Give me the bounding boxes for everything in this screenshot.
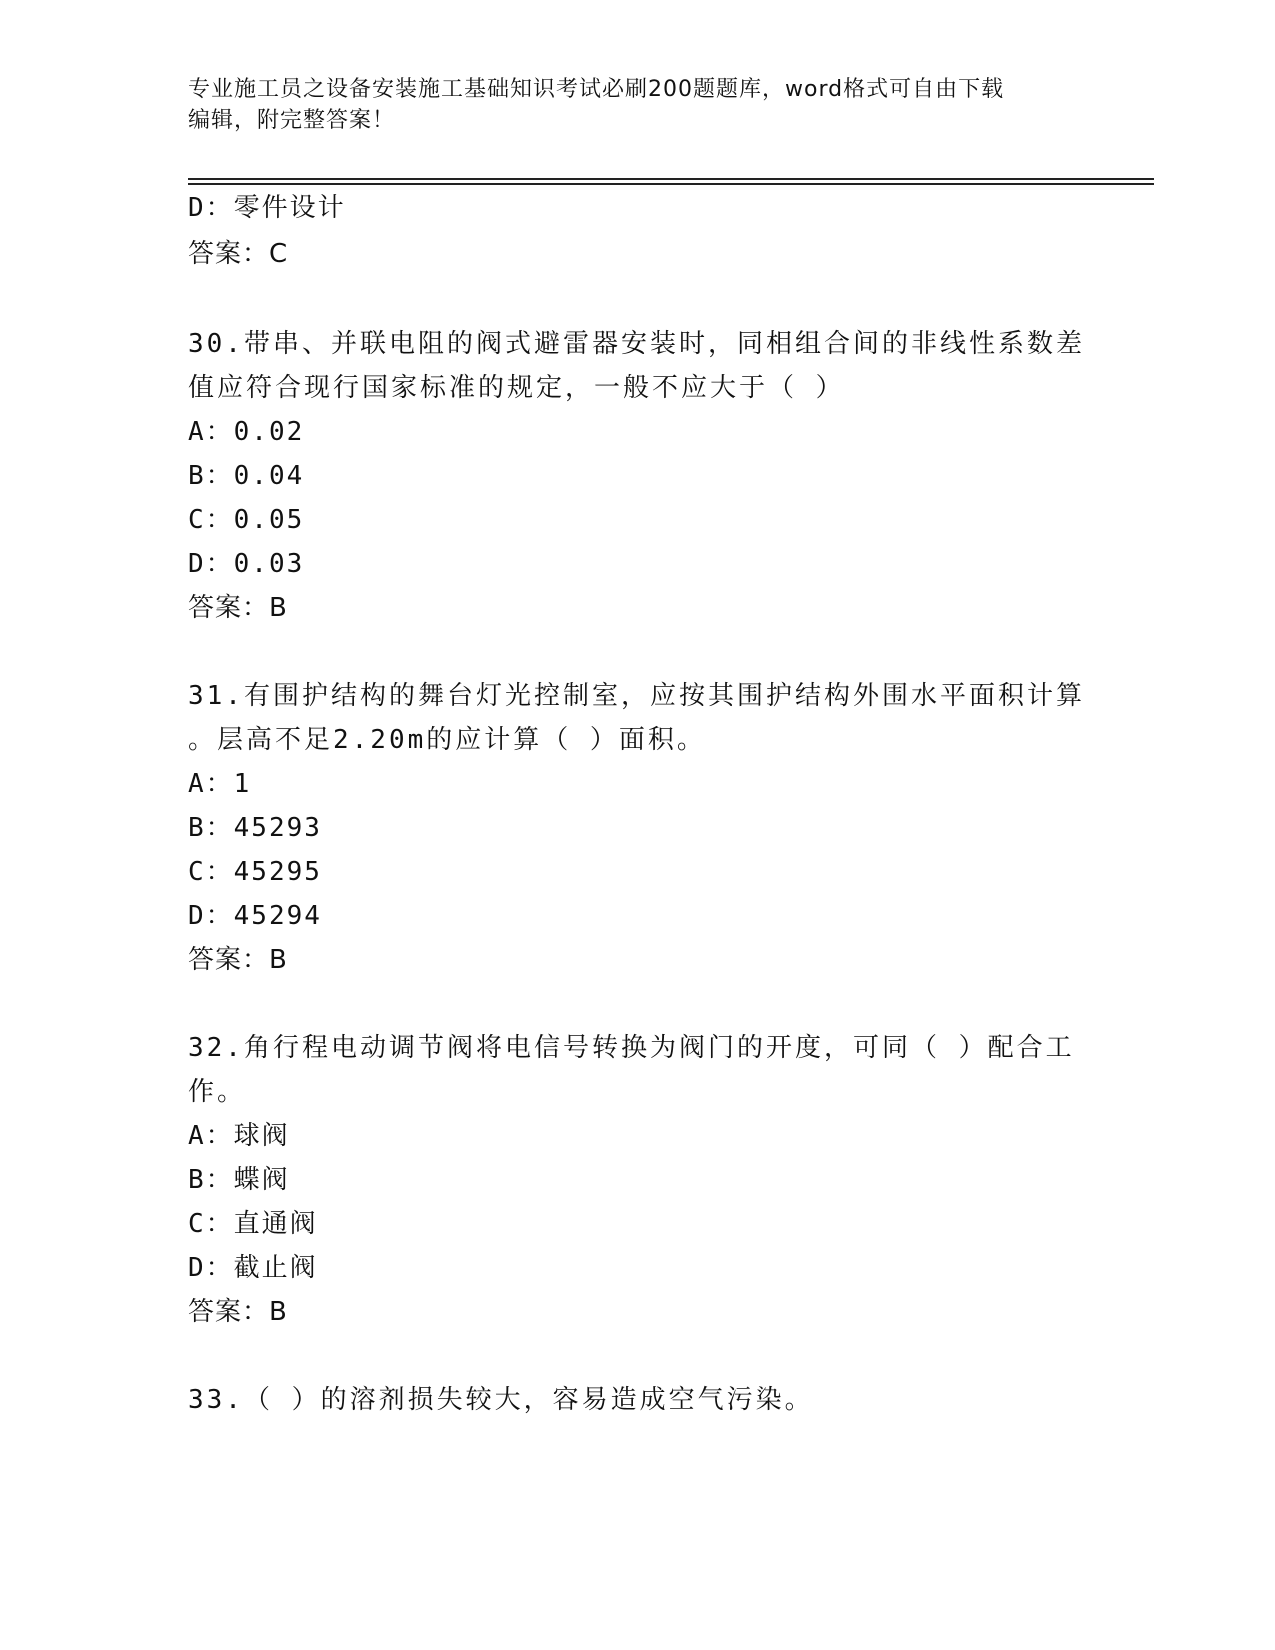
- page-header: [188, 74, 1088, 136]
- header-title-line-1: 专业施工员之设备安装施工基础知识考试必刷200题题库，word格式可自由下载: [188, 77, 1005, 102]
- question-text-line-2: 值应符合现行国家标准的规定，一般不应大于（ ）: [188, 373, 845, 403]
- option-b: B：蝶阀: [188, 1165, 290, 1195]
- option-d: D：45294: [188, 901, 322, 931]
- answer: 答案：B: [188, 593, 288, 623]
- question-text-line-2: 作。: [188, 1077, 247, 1107]
- question-text-line-1: 31.有围护结构的舞台灯光控制室，应按其围护结构外围水平面积计算: [188, 681, 1085, 711]
- option-d: D：截止阀: [188, 1253, 318, 1283]
- answer: 答案：B: [188, 945, 288, 975]
- option-c: C：0.05: [188, 505, 305, 535]
- option-d: D：0.03: [188, 549, 305, 579]
- option-b: B：45293: [188, 813, 322, 843]
- header-title-line-2: 编辑，附完整答案！: [188, 108, 396, 133]
- option-c: C：直通阀: [188, 1209, 318, 1239]
- option-a: A：1: [188, 769, 252, 799]
- option-b: B：0.04: [188, 461, 305, 491]
- question-text-line-1: 32.角行程电动调节阀将电信号转换为阀门的开度，可同（ ）配合工: [188, 1033, 1075, 1063]
- question-text-line-2: 。层高不足2.20m的应计算（ ）面积。: [188, 725, 706, 755]
- option-a: A：球阀: [188, 1121, 290, 1151]
- header-divider-top: [188, 178, 1154, 180]
- answer: 答案：B: [188, 1297, 288, 1327]
- option-a: A：0.02: [188, 417, 305, 447]
- option-c: C：45295: [188, 857, 322, 887]
- prev-answer: 答案：C: [188, 239, 289, 269]
- question-text-line-1: 30.带串、并联电阻的阀式避雷器安装时，同相组合间的非线性系数差: [188, 329, 1085, 359]
- question-text-line-1: 33.（ ）的溶剂损失较大，容易造成空气污染。: [188, 1385, 814, 1415]
- header-divider-bottom: [188, 183, 1154, 185]
- prev-option-d: D：零件设计: [188, 193, 346, 223]
